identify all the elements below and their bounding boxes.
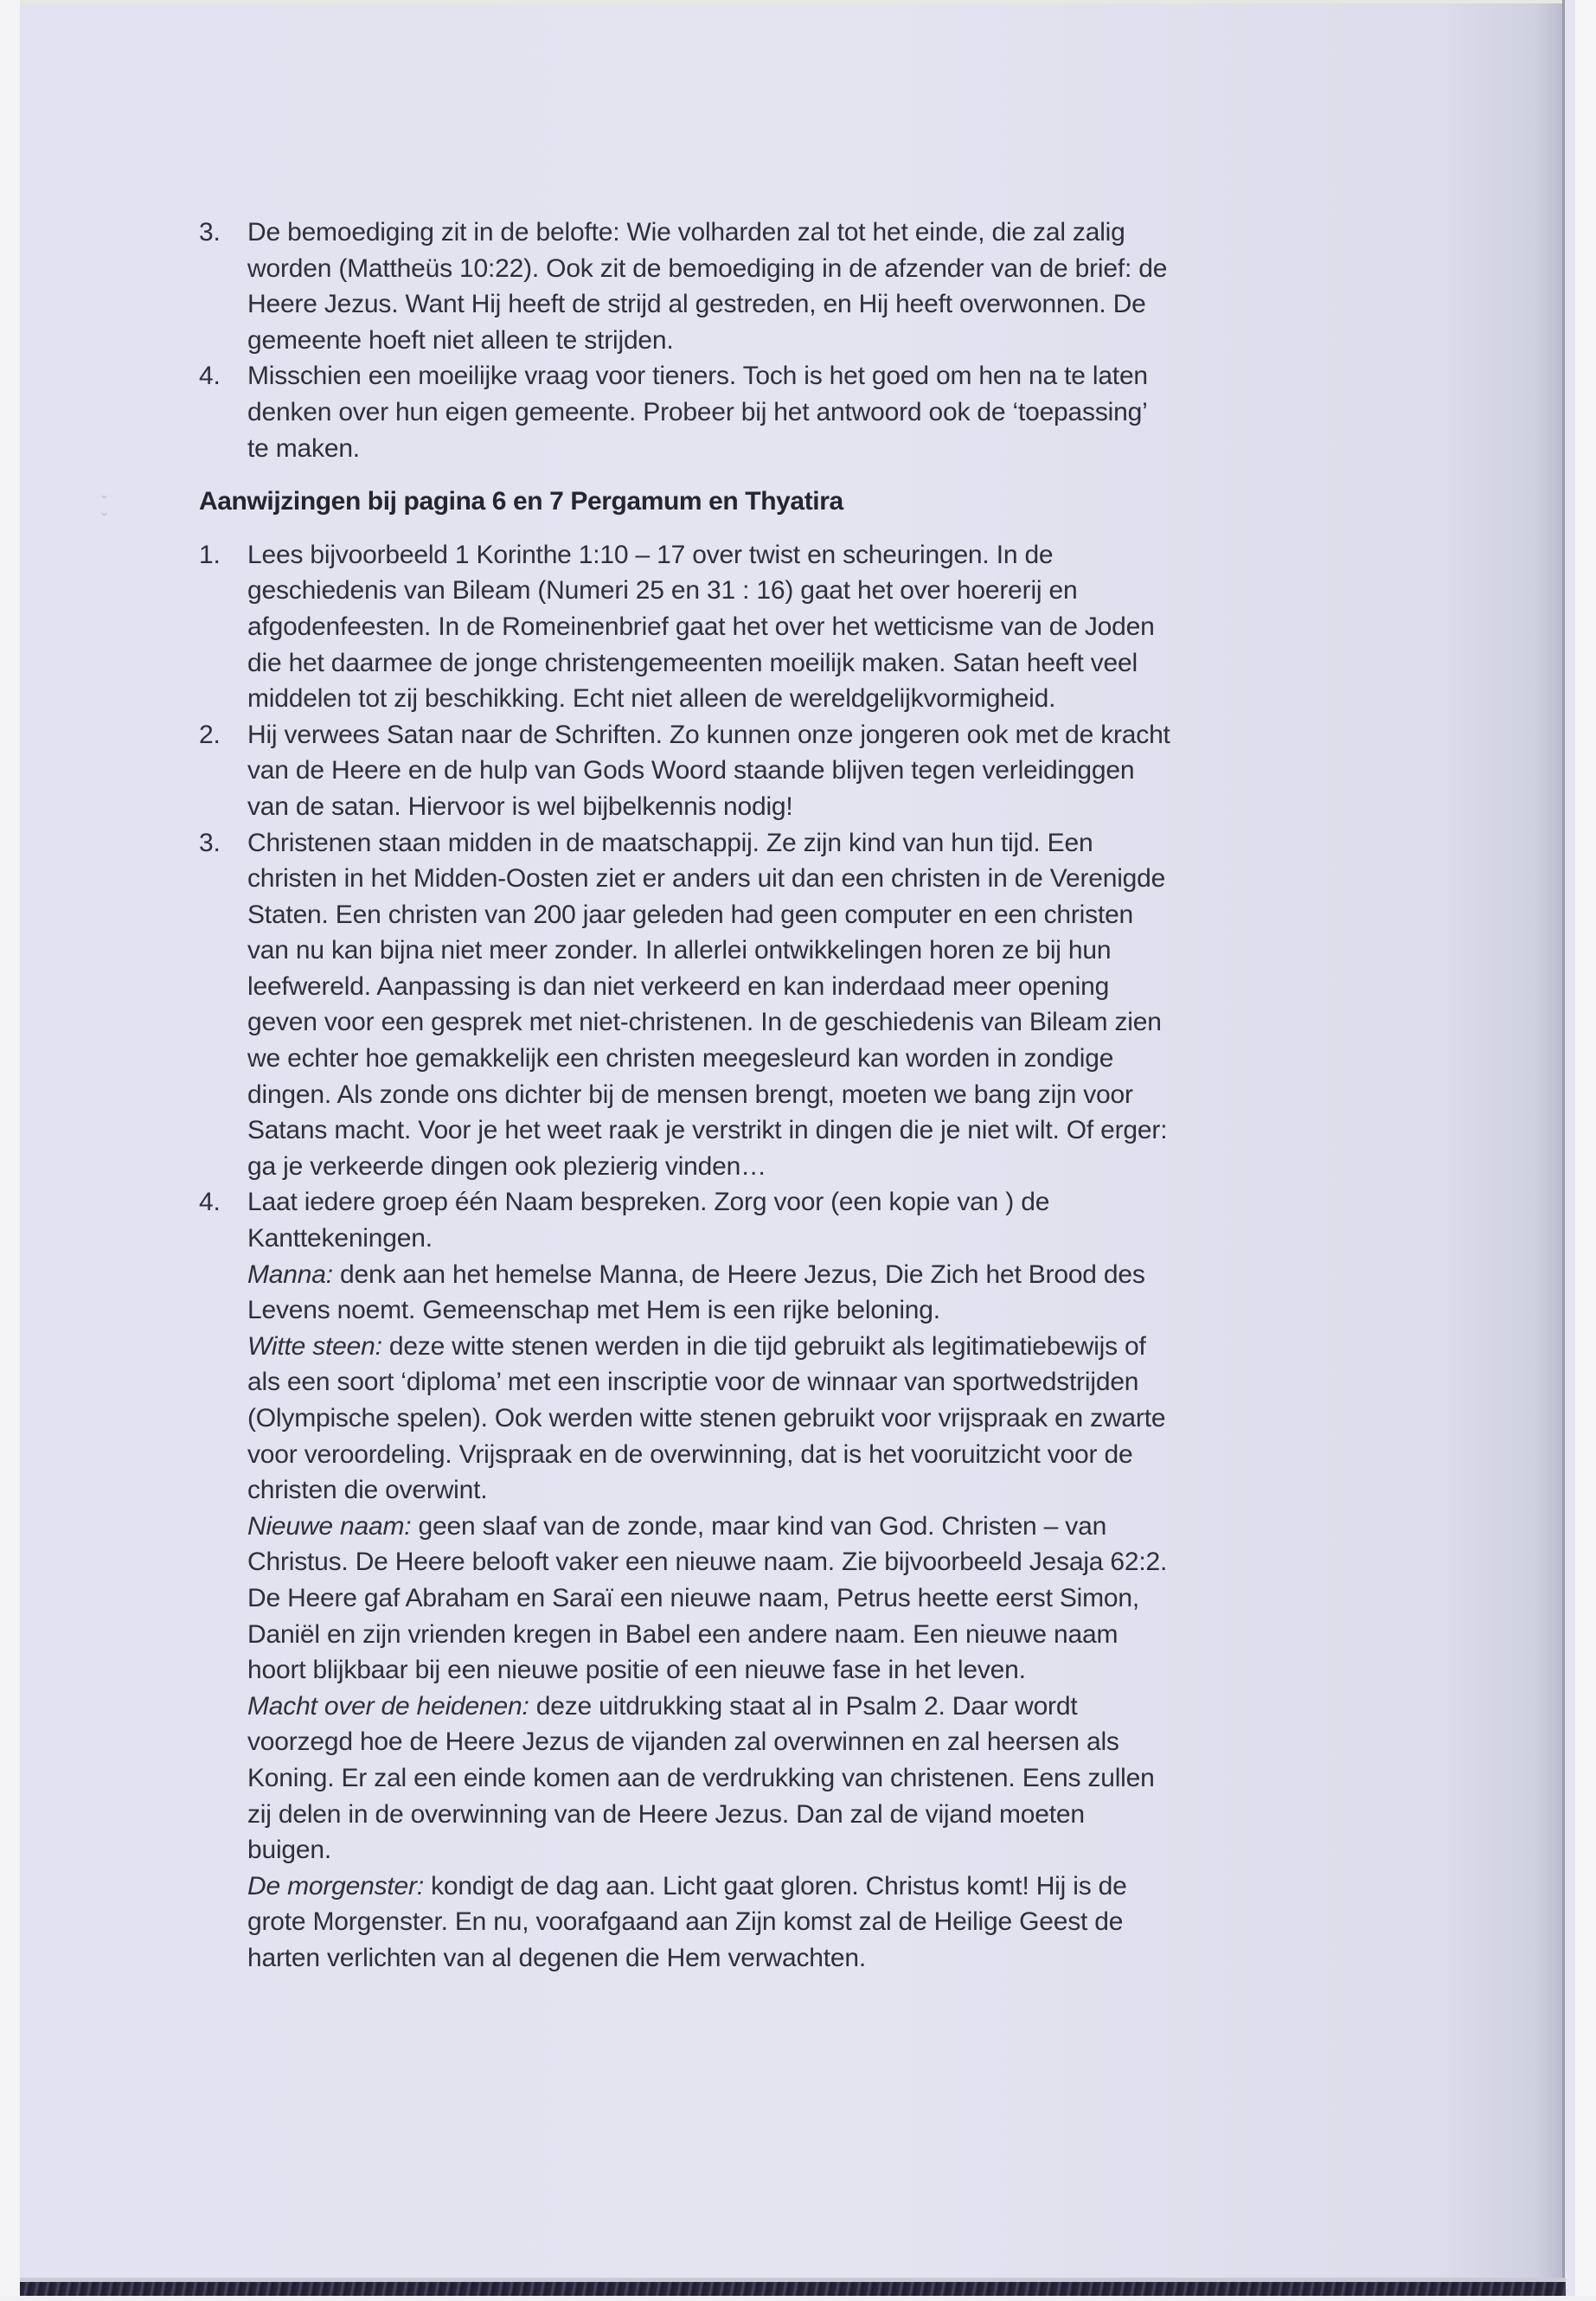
- term-text: kondigt de dag aan. Licht gaat gloren. Christus komt! Hij is de: [423, 1871, 1127, 1900]
- section-heading: Aanwijzingen bij pagina 6 en 7 Pergamum en Thyatira: [199, 487, 843, 516]
- text-line: Christenen staan midden in de maatschappij. Ze zijn kind van hun tijd. Een: [247, 828, 1093, 857]
- list-item-3: [199, 825, 1427, 1185]
- text-line: van de satan. Hiervoor is wel bijbelkennis nodig!: [247, 792, 793, 821]
- margin-pencil-mark: ˇ ˇ: [101, 492, 108, 531]
- term-first-line: [247, 1509, 1427, 1545]
- list-item-4: [199, 1184, 1427, 1976]
- text-line: we echter hoe gemakkelijk een christen meegesleurd kan worden in zondige: [247, 1044, 1114, 1074]
- text-line: (Olympische spelen). Ook werden witte stenen gebruikt voor vrijspraak en zwarte: [247, 1404, 1166, 1433]
- term-macht-over-de-heidenen: [247, 1689, 1427, 1868]
- text-line: harten verlichten van al degenen die Hem verwachten.: [247, 1943, 867, 1972]
- text-line: die het daarmee de jonge christengemeenten moeilijk maken. Satan heeft veel: [247, 648, 1138, 677]
- text-line: Koning. Er zal een einde komen aan de verdrukking van christenen. Eens zullen: [247, 1763, 1155, 1792]
- text-line: zij delen in de overwinning van de Heere Jezus. Dan zal de vijand moeten: [247, 1799, 1085, 1829]
- term-text: deze witte stenen werden in die tijd gebruikt als legitimatiebewijs of: [381, 1331, 1146, 1361]
- text-line: De bemoediging zit in de belofte: Wie volharden zal tot het einde, die zal zalig: [247, 218, 1125, 247]
- term-nieuwe-naam: [247, 1509, 1427, 1689]
- term-first-line: [247, 1868, 1427, 1905]
- text-line: afgodenfeesten. In de Romeinenbrief gaat het over het wetticisme van de Joden: [247, 612, 1155, 641]
- text-line: De Heere gaf Abraham en Saraï een nieuwe naam, Petrus heette eerst Simon,: [247, 1583, 1140, 1612]
- text-line: Lees bijvoorbeeld 1 Korinthe 1:10 – 17 over twist en scheuringen. In de: [247, 540, 1054, 569]
- list-item-3: [199, 215, 1427, 358]
- text-line: Christus. De Heere belooft vaker een nieuwe naam. Zie bijvoorbeeld Jesaja 62:2.: [247, 1548, 1168, 1577]
- text-line: hoort blijkbaar bij een nieuwe positie of een nieuwe fase in het leven.: [247, 1656, 1026, 1685]
- term-label: Witte steen:: [247, 1331, 382, 1361]
- item-number: 3.: [199, 218, 221, 247]
- term-first-line: [247, 1257, 1427, 1293]
- text-line: Satans macht. Voor je het weet raak je verstrikt in dingen die je niet wilt. Of erger:: [247, 1116, 1168, 1145]
- section-2-list: [199, 537, 1427, 1977]
- list-item-4: [199, 358, 1427, 466]
- text-line: gemeente hoeft niet alleen te strijden.: [247, 325, 674, 355]
- text-line: christen die overwint.: [247, 1476, 488, 1505]
- text-line: denken over hun eigen gemeente. Probeer bij het antwoord ook de ‘toepassing’: [247, 397, 1148, 426]
- term-label: Nieuwe naam:: [247, 1511, 412, 1541]
- text-line: christen in het Midden-Oosten ziet er anders uit dan een christen in de Verenigde: [247, 864, 1166, 894]
- scan-background-bottom: [0, 2296, 1596, 2301]
- text-line: Laat iedere groep één Naam bespreken. Zorg voor (een kopie van ) de: [247, 1188, 1050, 1217]
- text-line: leefwereld. Aanpassing is dan niet verkeerd en kan inderdaad meer opening: [247, 971, 1110, 1001]
- list-item-1: [199, 537, 1427, 717]
- text-line: dingen. Als zonde ons dichter bij de mensen brengt, moeten we bang zijn voor: [247, 1080, 1133, 1109]
- text-line: grote Morgenster. En nu, voorafgaand aan Zijn komst zal de Heilige Geest de: [247, 1907, 1124, 1937]
- term-first-line: [247, 1689, 1427, 1725]
- text-line: middelen tot zij beschikking. Echt niet alleen de wereldgelijkvormigheid.: [247, 684, 1056, 714]
- term-text: geen slaaf van de zonde, maar kind van God. Christen – van: [411, 1511, 1107, 1541]
- item-number: 2.: [199, 720, 221, 749]
- text-line: worden (Mattheüs 10:22). Ook zit de bemoediging in de afzender van de brief: de: [247, 253, 1168, 283]
- text-line: geven voor een gesprek met niet-christenen. In de geschiedenis van Bileam zien: [247, 1008, 1162, 1037]
- text-line: van nu kan bijna niet meer zonder. In allerlei ontwikkelingen horen ze bij hun: [247, 936, 1112, 965]
- text-line: te maken.: [247, 433, 360, 463]
- text-line: ga je verkeerde dingen ook plezierig vinden…: [247, 1151, 766, 1181]
- text-line: als een soort ‘diploma’ met een inscriptie voor de winnaar van sportwedstrijden: [247, 1368, 1139, 1397]
- term-text: deze uitdrukking staat al in Psalm 2. Daar wordt: [529, 1691, 1078, 1721]
- term-manna: [247, 1257, 1427, 1329]
- term-text: denk aan het hemelse Manna, de Heere Jezus, Die Zich het Brood des: [332, 1259, 1145, 1289]
- document-body: [199, 215, 1427, 1977]
- item-number: 3.: [199, 828, 221, 857]
- text-line: Staten. Een christen van 200 jaar geleden had geen computer en een christen: [247, 900, 1134, 929]
- term-witte-steen: [247, 1329, 1427, 1509]
- text-line: geschiedenis van Bileam (Numeri 25 en 31 : 16) gaat het over hoererij en: [247, 576, 1078, 606]
- text-line: Kanttekeningen.: [247, 1224, 433, 1253]
- list-item-2: [199, 717, 1427, 825]
- text-line: Misschien een moeilijke vraag voor tieners. Toch is het goed om hen na te laten: [247, 362, 1148, 391]
- text-line: voorzegd hoe de Heere Jezus de vijanden zal overwinnen en zal heersen als: [247, 1727, 1119, 1757]
- text-line: Hij verwees Satan naar de Schriften. Zo kunnen onze jongeren ook met de kracht: [247, 720, 1170, 749]
- right-margin: [1565, 0, 1575, 2301]
- term-label: De morgenster:: [247, 1871, 424, 1900]
- text-line: voor veroordeling. Vrijspraak en de overwinning, dat is het vooruitzicht voor de: [247, 1439, 1133, 1469]
- text-line: Levens noemt. Gemeenschap met Hem is een rijke beloning.: [247, 1296, 940, 1325]
- text-line: buigen.: [247, 1836, 332, 1865]
- item-number: 1.: [199, 540, 221, 569]
- item-number: 4.: [199, 362, 221, 391]
- bottom-dark-band: [20, 2282, 1566, 2296]
- scan-background-right: [1575, 0, 1596, 2301]
- term-de-morgenster: [247, 1868, 1427, 1977]
- term-label: Manna:: [247, 1259, 333, 1289]
- term-first-line: [247, 1329, 1427, 1365]
- text-line: Heere Jezus. Want Hij heeft de strijd al gestreden, en Hij heeft overwonnen. De: [247, 290, 1146, 319]
- text-line: van de Heere en de hulp van Gods Woord staande blijven tegen verleidinggen: [247, 756, 1135, 785]
- term-label: Macht over de heidenen:: [247, 1691, 529, 1721]
- item-number: 4.: [199, 1188, 221, 1217]
- text-line: Daniël en zijn vrienden kregen in Babel een andere naam. Een nieuwe naam: [247, 1619, 1118, 1649]
- section-1-list: [199, 215, 1427, 466]
